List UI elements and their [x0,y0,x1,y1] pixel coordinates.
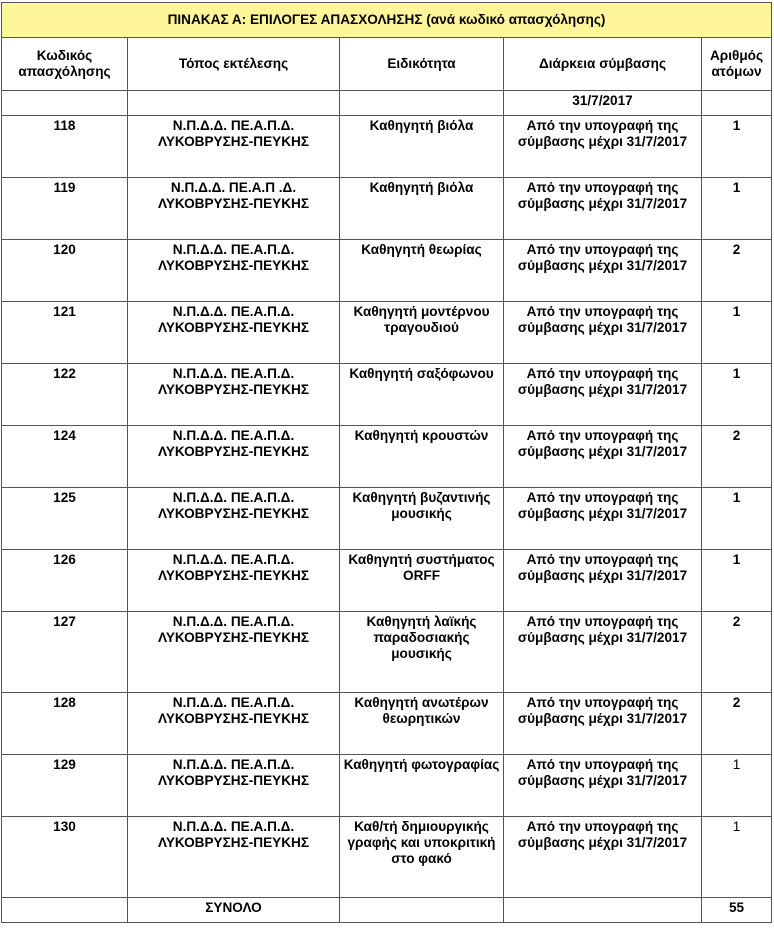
code-cell: 121 [2,302,128,364]
count-cell: 1 [702,817,772,898]
place-cell: Ν.Π.Δ.Δ. ΠΕ.Α.Π.Δ. ΛΥΚΟΒΡΥΣΗΣ-ΠΕΥΚΗΣ [128,116,340,178]
count-cell: 2 [702,240,772,302]
duration-cell: Από την υπογραφή της σύμβασης μέχρι 31/7/2017 [504,488,702,550]
table-row [2,550,772,612]
total-label: ΣΥΝΟΛΟ [128,898,340,923]
specialty-cell: Καθηγητή ανωτέρων θεωρητικών [340,693,504,755]
specialty-cell: Καθηγητή θεωρίας [340,240,504,302]
place-cell: Ν.Π.Δ.Δ. ΠΕ.Α.Π.Δ. ΛΥΚΟΒΡΥΣΗΣ-ΠΕΥΚΗΣ [128,550,340,612]
specialty-cell: Καθηγητή βιόλα [340,116,504,178]
duration-cell: Από την υπογραφή της σύμβασης μέχρι 31/7/2017 [504,178,702,240]
code-cell: 127 [2,612,128,693]
employment-options-table [1,2,772,923]
table-row [2,426,772,488]
header-code: Κωδικός απασχόλησης [2,38,128,91]
header-count: Αριθμός ατόμων [702,38,772,91]
duration-cell: Από την υπογραφή της σύμβασης μέχρι 31/7/2017 [504,426,702,488]
count-cell: 1 [702,178,772,240]
header-duration: Διάρκεια σύμβασης [504,38,702,91]
place-cell: Ν.Π.Δ.Δ. ΠΕ.Α.Π.Δ. ΛΥΚΟΒΡΥΣΗΣ-ΠΕΥΚΗΣ [128,693,340,755]
count-cell: 1 [702,488,772,550]
code-cell: 120 [2,240,128,302]
place-cell: Ν.Π.Δ.Δ. ΠΕ.Α.Π .Δ. ΛΥΚΟΒΡΥΣΗΣ-ΠΕΥΚΗΣ [128,178,340,240]
table-row [2,612,772,693]
duration-cell: Από την υπογραφή της σύμβασης μέχρι 31/7/2017 [504,364,702,426]
specialty-cell: Καθηγητή σαξόφωνου [340,364,504,426]
duration-cell: Από την υπογραφή της σύμβασης μέχρι 31/7/2017 [504,612,702,693]
table-row [2,693,772,755]
total-value: 55 [702,898,772,923]
code-cell: 129 [2,755,128,817]
duration-cell: Από την υπογραφή της σύμβασης μέχρι 31/7/2017 [504,240,702,302]
code-cell: 128 [2,693,128,755]
duration-cell: Από την υπογραφή της σύμβασης μέχρι 31/7/2017 [504,302,702,364]
table-row [2,488,772,550]
place-cell: Ν.Π.Δ.Δ. ΠΕ.Α.Π.Δ. ΛΥΚΟΒΡΥΣΗΣ-ΠΕΥΚΗΣ [128,302,340,364]
count-cell: 2 [702,426,772,488]
place-cell: Ν.Π.Δ.Δ. ΠΕ.Α.Π.Δ. ΛΥΚΟΒΡΥΣΗΣ-ΠΕΥΚΗΣ [128,426,340,488]
specialty-cell: Καθηγητή λαϊκής παραδοσιακής μουσικής [340,612,504,693]
total-row [2,898,772,923]
table-title: ΠΙΝΑΚΑΣ Α: ΕΠΙΛΟΓΕΣ ΑΠΑΣΧΟΛΗΣΗΣ (ανά κωδικό απασχόλησης) [2,3,772,38]
table-row [2,817,772,898]
place-cell: Ν.Π.Δ.Δ. ΠΕ.Α.Π.Δ. ΛΥΚΟΒΡΥΣΗΣ-ΠΕΥΚΗΣ [128,755,340,817]
header-specialty: Ειδικότητα [340,38,504,91]
specialty-cell: Καθηγητή συστήματος ORFF [340,550,504,612]
code-cell: 119 [2,178,128,240]
duration-cell: Από την υπογραφή της σύμβασης μέχρι 31/7/2017 [504,116,702,178]
duration-cell: Από την υπογραφή της σύμβασης μέχρι 31/7/2017 [504,817,702,898]
count-cell: 1 [702,302,772,364]
code-cell: 122 [2,364,128,426]
table-row [2,91,772,116]
place-cell: Ν.Π.Δ.Δ. ΠΕ.Α.Π.Δ. ΛΥΚΟΒΡΥΣΗΣ-ΠΕΥΚΗΣ [128,488,340,550]
count-cell: 1 [702,116,772,178]
place-cell: Ν.Π.Δ.Δ. ΠΕ.Α.Π.Δ. ΛΥΚΟΒΡΥΣΗΣ-ΠΕΥΚΗΣ [128,364,340,426]
count-cell: 1 [702,755,772,817]
specialty-cell: Καθηγητή βυζαντινής μουσικής [340,488,504,550]
place-cell: Ν.Π.Δ.Δ. ΠΕ.Α.Π.Δ. ΛΥΚΟΒΡΥΣΗΣ-ΠΕΥΚΗΣ [128,240,340,302]
duration-cell: 31/7/2017 [504,91,702,116]
specialty-cell: Καθηγητή φωτογραφίας [340,755,504,817]
code-cell: 130 [2,817,128,898]
code-cell: 118 [2,116,128,178]
duration-cell: Από την υπογραφή της σύμβασης μέχρι 31/7/2017 [504,550,702,612]
header-place: Τόπος εκτέλεσης [128,38,340,91]
table-row [2,116,772,178]
count-cell: 2 [702,612,772,693]
table-row [2,755,772,817]
table-row [2,302,772,364]
specialty-cell: Καθηγητή βιόλα [340,178,504,240]
place-cell: Ν.Π.Δ.Δ. ΠΕ.Α.Π.Δ. ΛΥΚΟΒΡΥΣΗΣ-ΠΕΥΚΗΣ [128,612,340,693]
code-cell: 126 [2,550,128,612]
place-cell: Ν.Π.Δ.Δ. ΠΕ.Α.Π.Δ. ΛΥΚΟΒΡΥΣΗΣ-ΠΕΥΚΗΣ [128,817,340,898]
count-cell: 1 [702,364,772,426]
table-row [2,178,772,240]
duration-cell: Από την υπογραφή της σύμβασης μέχρι 31/7/2017 [504,693,702,755]
specialty-cell: Καθ/τή δημιουργικής γραφής και υποκριτική στο φακό [340,817,504,898]
count-cell: 2 [702,693,772,755]
table-row [2,240,772,302]
code-cell: 124 [2,426,128,488]
count-cell: 1 [702,550,772,612]
code-cell: 125 [2,488,128,550]
specialty-cell: Καθηγητή κρουστών [340,426,504,488]
specialty-cell: Καθηγητή μοντέρνου τραγουδιού [340,302,504,364]
table-row [2,364,772,426]
duration-cell: Από την υπογραφή της σύμβασης μέχρι 31/7/2017 [504,755,702,817]
